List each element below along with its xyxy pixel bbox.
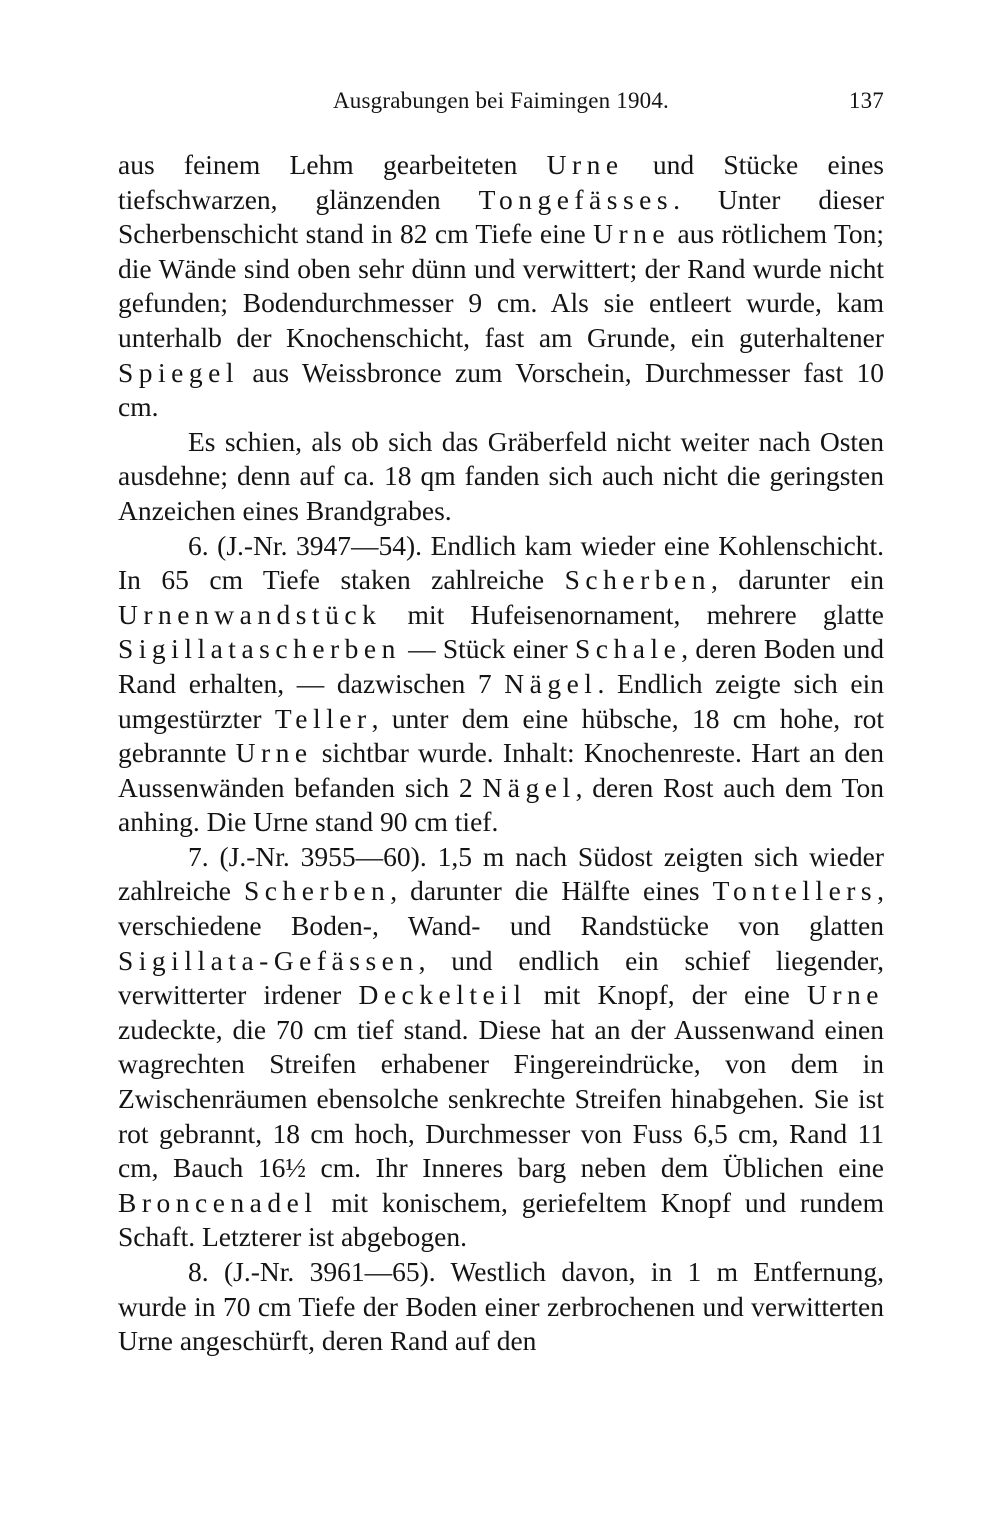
text-run: , darunter ein bbox=[710, 564, 884, 596]
text-run: — Stück einer bbox=[400, 633, 575, 665]
spaced-term: Nägel bbox=[504, 667, 598, 699]
text-run: 7. (J.-Nr. 3955—60). 1,5 m nach Südost zeigten sich wieder zahlreiche bbox=[118, 840, 884, 907]
paragraph bbox=[118, 1255, 884, 1359]
text-run: sichtbar wurde. Inhalt: Knochenreste. Hart an den Aussenwänden befanden sich 2 bbox=[118, 737, 884, 803]
text-run: mit Knopf, der eine bbox=[526, 979, 808, 1011]
text-run: Es schien, als ob sich das Gräberfeld nicht weiter nach Osten ausdehne; denn auf ca. 18 qm fanden sich auch nicht die geringsten Anzeichen eines Brandgrabes. bbox=[118, 425, 884, 526]
spaced-term: Spiegel bbox=[118, 356, 239, 388]
spaced-term: Urne bbox=[235, 737, 313, 769]
paragraph bbox=[118, 425, 884, 529]
spaced-term: Nägel bbox=[482, 771, 576, 803]
spaced-term: Urne bbox=[807, 979, 884, 1011]
spaced-term: Broncenadel bbox=[118, 1186, 318, 1218]
text-run: 8. (J.-Nr. 3961—65). Westlich davon, in 1 m Entfernung, wurde in 70 cm Tiefe der Boden einer zerbrochenen und verwitterten Urne angeschürft, deren Rand auf den bbox=[118, 1256, 884, 1357]
book-page bbox=[118, 86, 884, 1359]
paragraph bbox=[118, 840, 884, 1255]
spaced-term: Urnenwandstück bbox=[118, 598, 382, 630]
text-run: 6. (J.-Nr. 3947—54). Endlich kam wieder eine Kohlenschicht. In 65 cm Tiefe staken zahlreiche bbox=[118, 529, 884, 596]
running-title: Ausgrabungen bei Faimingen 1904. bbox=[332, 88, 669, 113]
text-run: aus rötlichem Ton; die Wände sind oben sehr dünn und verwittert; der Rand wurde nicht gefunden; Bodendurchmesser 9 cm. Als sie entleert wurde, kam unterhalb der Knochenschicht, fast am Grunde, ein guterhaltener bbox=[118, 218, 884, 353]
spaced-term: Teller bbox=[274, 702, 372, 734]
text-run: , darunter die Hälfte eines bbox=[390, 875, 713, 907]
text-run: mit Hufeisenornament, mehrere glatte bbox=[381, 598, 884, 630]
spaced-term: Schale bbox=[574, 633, 682, 665]
text-run: zudeckte, die 70 cm tief stand. Diese hat an der Aussenwand einen wagrechten Streifen erhabener Fingereindrücke, von dem in Zwischenräumen ebensolche senkrechte Streifen hinabgehen. Sie ist rot gebrannt, 18 cm hoch, Durchmesser von Fuss 6,5 cm, Rand 11 cm, Bauch 16½ cm. Ihr Inneres barg neben dem Üblichen eine bbox=[118, 1013, 884, 1184]
text-run: und Stücke eines tiefschwarzen, glänzenden bbox=[118, 149, 884, 215]
text-run: , deren Boden und Rand erhalten, — dazwischen 7 bbox=[118, 633, 884, 699]
text-run: , und endlich ein schief liegender, verwitterter irdener bbox=[118, 944, 884, 1011]
spaced-term: Tongefässes bbox=[478, 183, 674, 215]
running-header bbox=[118, 86, 884, 126]
spaced-term: Sigillata-Gefässen bbox=[118, 944, 419, 976]
text-run: aus feinem Lehm gearbeiteten bbox=[118, 149, 547, 180]
spaced-term: Sigillatascherben bbox=[118, 633, 401, 665]
text-run: , verschiedene Boden-, Wand- und Randstücke von glatten bbox=[118, 875, 885, 942]
text-run: , unter dem eine hübsche, 18 cm hohe, rot gebrannte bbox=[118, 702, 884, 769]
paragraph bbox=[118, 148, 884, 425]
spaced-term: Scherben bbox=[564, 564, 711, 596]
text-run: , deren Rost auch dem Ton anhing. Die Urne stand 90 cm tief. bbox=[118, 771, 884, 838]
text-run: . Endlich zeigte sich ein umgestürzter bbox=[118, 667, 884, 734]
spaced-term: Tontellers bbox=[712, 875, 878, 907]
body-text bbox=[118, 148, 884, 1359]
spaced-term: Deckelteil bbox=[358, 979, 527, 1011]
text-run: . Unter dieser Scherbenschicht stand in 82 cm Tiefe eine bbox=[118, 183, 885, 250]
text-run: mit konischem, geriefeltem Knopf und rundem Schaft. Letzterer ist abgebogen. bbox=[118, 1186, 884, 1253]
spaced-term: Scherben bbox=[243, 875, 391, 907]
paragraph bbox=[118, 529, 884, 840]
spaced-term: Urne bbox=[593, 218, 671, 250]
spaced-term: Urne bbox=[546, 149, 624, 180]
page-number: 137 bbox=[848, 88, 884, 113]
text-run: aus Weissbronce zum Vorschein, Durchmesser fast 10 cm. bbox=[118, 356, 884, 423]
